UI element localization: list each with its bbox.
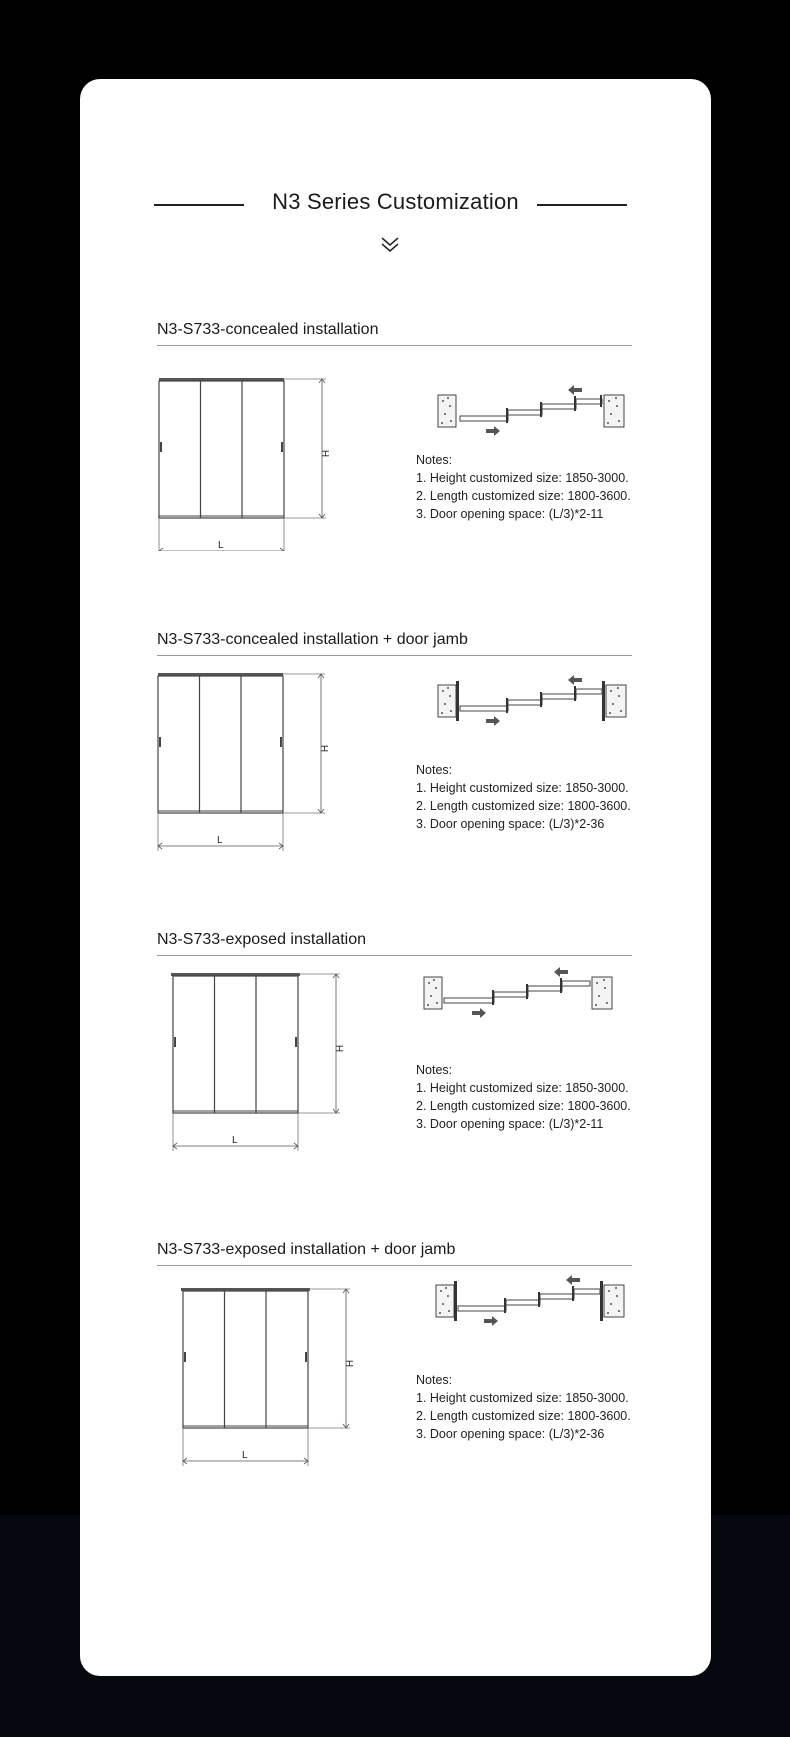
note-item: 2. Length customized size: 1800-3600. [416,489,631,503]
notes-heading: Notes: [416,1063,453,1077]
dimension-label-length: L [217,835,223,846]
note-item: 3. Door opening space: (L/3)*2-11 [416,1117,604,1131]
note-item: 1. Height customized size: 1850-3000. [416,1081,629,1095]
notes-heading: Notes: [416,453,453,467]
note-item: 3. Door opening space: (L/3)*2-11 [416,507,604,521]
dimension-label-length: L [232,1135,238,1146]
section-concealed [80,321,711,581]
section-divider [157,955,632,956]
notes-heading: Notes: [416,763,453,777]
section-title: N3-S733-concealed installation [157,321,379,338]
dimension-label-height: H [333,1044,345,1053]
note-item: 2. Length customized size: 1800-3600. [416,1409,631,1423]
door-elevation-drawing [154,351,334,551]
note-item: 1. Height customized size: 1850-3000. [416,471,629,485]
section-divider [157,1265,632,1266]
note-item: 1. Height customized size: 1850-3000. [416,1391,629,1405]
door-elevation-drawing [168,961,348,1161]
notes-heading: Notes: [416,1373,453,1387]
title-rule-right [537,204,627,206]
section-title: N3-S733-exposed installation + door jamb [157,1241,456,1258]
notes [416,1061,631,1133]
content-card [80,79,711,1676]
section-title: N3-S733-exposed installation [157,931,367,948]
door-elevation-drawing [178,1271,358,1471]
note-item: 1. Height customized size: 1850-3000. [416,781,629,795]
door-plan-drawing [436,381,636,441]
dimension-label-height: H [343,1359,355,1368]
note-item: 2. Length customized size: 1800-3600. [416,799,631,813]
note-item: 3. Door opening space: (L/3)*2-36 [416,817,605,831]
door-plan-drawing [436,671,636,731]
page-title: N3 Series Customization [272,189,519,214]
section-title: N3-S733-concealed installation + door jamb [157,631,468,648]
note-item: 3. Door opening space: (L/3)*2-36 [416,1427,605,1441]
section-divider [157,655,632,656]
door-plan-drawing [422,963,622,1023]
notes [416,761,631,833]
door-plan-drawing [434,1271,634,1331]
notes [416,1371,631,1443]
dimension-label-length: L [218,540,224,551]
section-divider [157,345,632,346]
section-concealed-door-jamb [80,631,711,891]
notes [416,451,631,523]
section-exposed [80,931,711,1191]
dimension-label-height: H [319,449,331,458]
dimension-label-length: L [242,1450,248,1461]
door-elevation-drawing [153,661,333,861]
dimension-label-height: H [318,744,330,753]
section-exposed-door-jamb [80,1241,711,1501]
double-chevron-down-icon [378,235,402,255]
note-item: 2. Length customized size: 1800-3600. [416,1099,631,1113]
